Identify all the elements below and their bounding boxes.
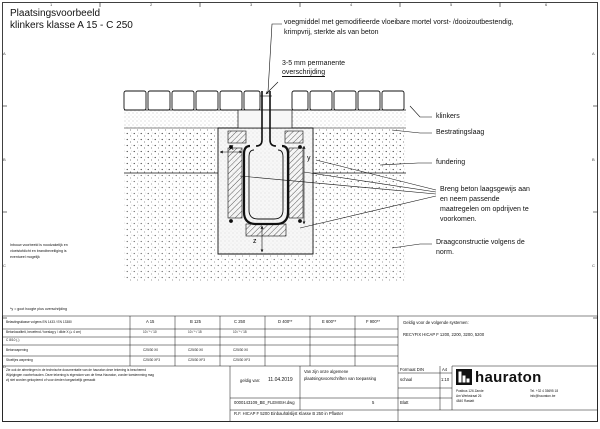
cell-r4-a15: C25/30 X0	[143, 348, 159, 352]
annotation-voegmiddel-2: krimpvrij, sterkte als van beton	[284, 29, 379, 36]
drawing-code: 0000143109_BE_FLEMISH.dwg	[234, 400, 295, 405]
drawing-name: R.F. HICAP F 5200 Einbauhälslijst Klasse B 250 in Pflaster	[234, 411, 344, 416]
contact-email: info@hauraton.be	[530, 394, 556, 398]
label-draagconstructie-2: norm.	[436, 249, 454, 256]
row-label-5: Stoeltjes wapening	[6, 358, 33, 362]
grid-row-a-right: A	[592, 51, 595, 56]
format-label: Formaat DIN	[400, 367, 424, 372]
dim-y-label: y	[307, 155, 311, 162]
product-list: RECYFIX HICAP F 1200, 2200, 3200, 5200	[403, 332, 485, 337]
grid-row-b: B	[3, 157, 6, 162]
dim-z-label: z	[253, 238, 257, 245]
hauraton-logo-icon	[456, 369, 472, 385]
label-bestratingslaag: Bestratingslaag	[436, 129, 485, 136]
footnote: *y = goot hoogte plus overschrijding	[10, 307, 68, 311]
annotation-overschrijding-2: overschrijding	[282, 69, 326, 76]
row-label-3: C 8/10 (-)	[6, 338, 20, 342]
company-line-2: Am Werkstraat 26	[456, 394, 482, 398]
legal-note-3: zij niet worden gekopieerd of voor derden toegankelijk gemaakt	[6, 378, 96, 382]
grid-col-3: 3	[250, 2, 253, 7]
cell-r4-c250: C25/30 X0	[233, 348, 249, 352]
col-header-c250: C 250	[234, 319, 246, 324]
dim-x-label: X	[229, 145, 234, 152]
company-line-1: Postbus 126 Zande	[456, 389, 484, 393]
label-klinkers: klinkers	[436, 113, 460, 120]
label-beton-4: voorkomen.	[440, 216, 477, 223]
left-note-2: vloeistofdicht en brandbeveiliging is	[10, 249, 67, 253]
row-label-2: Betonkwaliteit, beoefend / toeslag y / dikte X (≥ 4 cm)	[6, 330, 82, 334]
scale-label: schaal	[400, 377, 413, 382]
grid-row-c: C	[3, 263, 6, 268]
cell-r4-b125: C25/30 X0	[188, 348, 204, 352]
grid-col-5: 5	[450, 2, 453, 7]
paving-stones	[124, 91, 404, 110]
brand-name: hauraton	[475, 369, 542, 386]
product-label: Geldig voor de volgende systemen:	[403, 320, 469, 325]
valid-from-label: geldig van:	[240, 378, 261, 383]
col-header-f900: F 900**	[366, 319, 380, 324]
annotation-overschrijding-1: 3-5 mm permanente	[282, 60, 346, 67]
contact-phone: Tel. +32 4 35695 18	[530, 389, 559, 393]
legal-note-2: Wijzigingen voorbehouden. Deze tekening is eigendom van de firma Hauraton, zonder toestemming mag	[6, 373, 154, 377]
grid-row-c-right: C	[592, 263, 595, 268]
scale-value: 1:10	[441, 377, 450, 382]
grid-col-1: 1	[50, 2, 53, 7]
cell-r2-a15: 10 / * / 10	[143, 330, 157, 334]
grid-col-4: 4	[350, 2, 353, 7]
grid-row-b-right: B	[592, 157, 595, 162]
grid-row-a: A	[3, 51, 6, 56]
drawing-title-line2: klinkers klasse A 15 - C 250	[10, 20, 133, 31]
cell-r5-c250: C25/30 XF3	[233, 358, 251, 362]
col-header-a15: A 15	[146, 319, 155, 324]
drawing-title-line1: Plaatsingsvoorbeeld	[10, 8, 101, 19]
description-line-2: plaatsingsvoorschriften van toepassing	[304, 376, 377, 381]
valid-from-date: 11.04.2019	[268, 377, 293, 383]
cell-r2-b125: 10 / * / 15	[188, 330, 202, 334]
row-label-1: Belastingsklasse volgens EN 1433 / EN 13380	[6, 320, 72, 324]
cell-r2-c250: 10 / * / 15	[233, 330, 247, 334]
page-number: 5	[372, 400, 375, 405]
format-value: A4	[442, 367, 448, 372]
left-note-3: eventueel mogelijk	[10, 255, 40, 259]
grid-col-2: 2	[150, 2, 153, 7]
label-draagconstructie-1: Draagconstructie volgens de	[436, 239, 525, 246]
col-header-e600: E 600**	[322, 319, 337, 324]
left-note-1: Inbouw voorbeeld is noodzakelijk en	[10, 243, 68, 247]
cell-r5-b125: C25/30 XF3	[188, 358, 206, 362]
sheet-label: Blatt	[400, 400, 409, 405]
cell-r5-a15: C25/30 XF3	[143, 358, 161, 362]
label-beton-3: maatregelen om opdrijven te	[440, 206, 529, 213]
label-fundering: fundering	[436, 159, 466, 166]
col-header-b125: B 125	[190, 319, 201, 324]
legal-note-1: Zie ook de afmetingen in de technische documentatie van de hauraton deze tekening is beschermd	[6, 368, 146, 372]
label-beton-1: Breng beton laagsgewijs aan	[440, 186, 530, 193]
annotation-voegmiddel-1: voegmiddel met gemodifieerde vloeibare mortel vorst- /dooizoutbestendig,	[284, 19, 514, 26]
row-label-4: Betonwapening	[6, 348, 28, 352]
grid-col-6: 6	[545, 2, 548, 7]
grid-row-d: D	[3, 364, 6, 369]
company-line-3: 4840 Rastatt	[456, 399, 475, 403]
col-header-d400: D 400**	[278, 319, 293, 324]
description-line-1: Van zijn onze algemene	[304, 369, 349, 374]
label-beton-2: en neem passende	[440, 196, 500, 203]
